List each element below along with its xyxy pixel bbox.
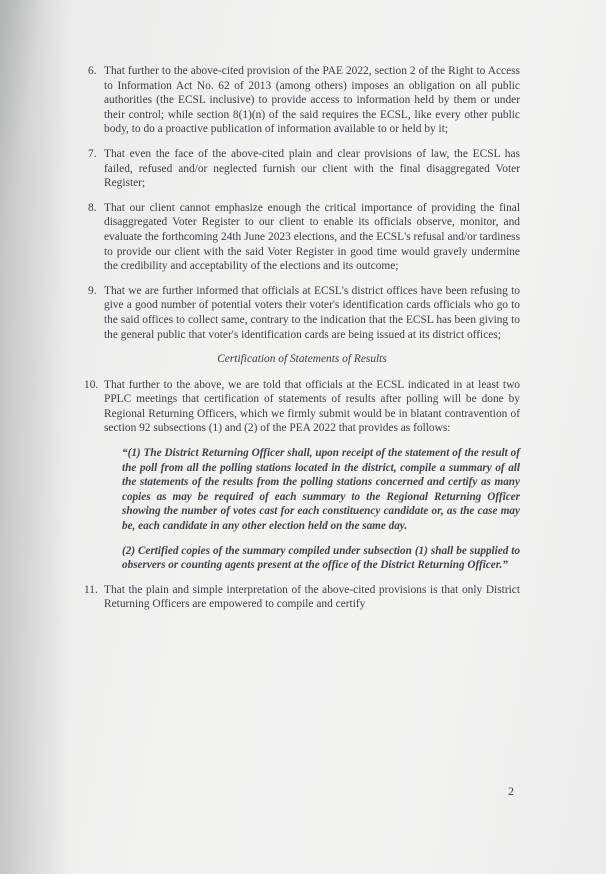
paragraph-number: 9. <box>88 284 97 297</box>
paragraph-11 <box>84 583 520 612</box>
paragraph-text: That further to the above-cited provision of the PAE 2022, section 2 of the Right to Access to Information Act No. 62 of 2013 (among others) imposes an obligation on all public authorities (the ECSL inclusive) to provide access to information held by them or under their control; while section 8(1)(n) of the said requires the ECSL, like every other public body, to do a proactive publication of information available to or held by it; <box>104 65 520 136</box>
page-shadow <box>0 0 70 874</box>
paragraph-number: 8. <box>88 201 97 214</box>
paragraph-6 <box>84 64 520 137</box>
paragraph-text: That the plain and simple interpretation of the above-cited provisions is that only District Returning Officers are empowered to compile and certify <box>104 583 520 611</box>
paragraph-10 <box>84 378 520 436</box>
paragraph-text: That further to the above, we are told that officials at the ECSL indicated in at least two PPLC meetings that certification of statements of results after polling will be done by Regional Returning Officers, which we firmly submit would be in blatant contravention of section 92 subsections (1) and (2) of the PEA 2022 that provides as follows: <box>104 378 520 435</box>
quoted-subsection-1: “(1) The District Returning Officer shall, upon receipt of the statement of the result of the poll from all the polling stations located in the district, compile a summary of all the statements of the results from the polling stations concerned and certify as many copies as may be required of each summary to the Regional Returning Officer showing the number of votes cast for each constituency candidate or, as the case may be, each candidate in any other election held on the same day. <box>122 447 520 533</box>
section-heading: Certification of Statements of Results <box>217 353 387 366</box>
paragraph-number: 10. <box>84 378 99 391</box>
paragraph-9 <box>84 284 520 342</box>
paragraph-text: That our client cannot emphasize enough the critical importance of providing the final disaggregated Voter Register to our client to enable its officials observe, monitor, and evaluate the forthcoming 24th June 2023 elections, and the ECSL's refusal and/or tardiness to provide our client with the said Voter Register in good time would gravely undermine the credibility and acceptability of the elections and its outcome; <box>104 201 520 273</box>
quoted-subsection-2: (2) Certified copies of the summary compiled under subsection (1) shall be supplied to observers or counting agents present at the office of the District Returning Officer.” <box>122 544 520 572</box>
paragraph-text: That even the face of the above-cited plain and clear provisions of law, the ECSL has failed, refused and/or neglected furnish our client with the final disaggregated Voter Register; <box>104 147 520 190</box>
paragraph-number: 7. <box>88 147 97 160</box>
paragraph-text: That we are further informed that officials at ECSL's district offices have been refusing to give a good number of potential voters their voter's identification cards officials who go to the said offices to collect same, contrary to the indication that the ECSL has been giving to the general public that voter's identification cards are being issued at its district offices; <box>104 284 520 341</box>
paragraph-number: 6. <box>88 65 97 77</box>
document-body <box>84 64 520 622</box>
paragraph-number: 11. <box>84 583 98 596</box>
page-number: 2 <box>508 784 514 798</box>
paragraph-8 <box>84 201 520 274</box>
paragraph-7 <box>84 147 520 191</box>
